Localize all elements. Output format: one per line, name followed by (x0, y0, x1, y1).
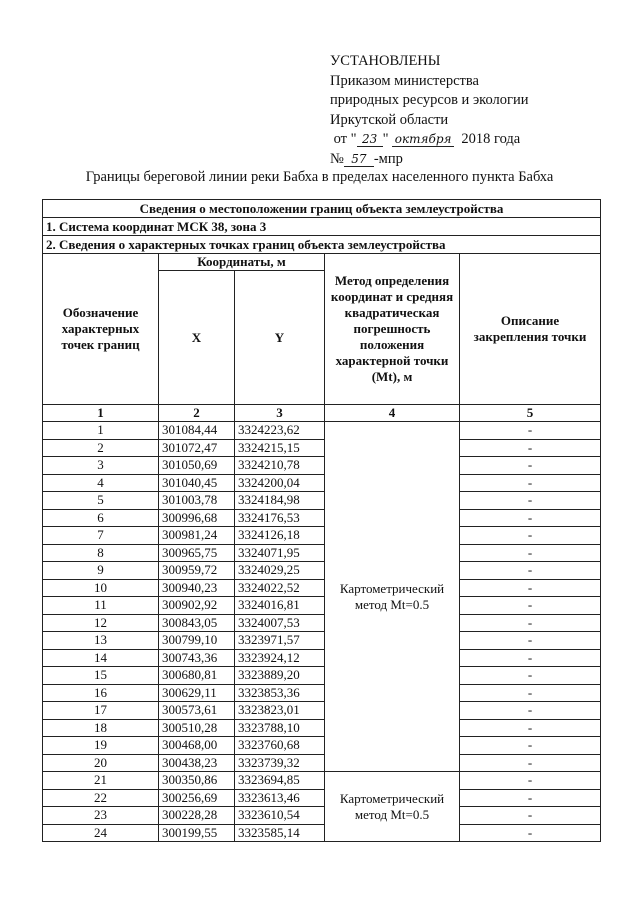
point-x: 300350,86 (159, 772, 235, 790)
point-number: 11 (43, 597, 159, 615)
point-y: 3324210,78 (235, 457, 325, 475)
point-x: 300438,23 (159, 754, 235, 772)
point-number: 22 (43, 789, 159, 807)
approval-heading: УСТАНОВЛЕНЫ (330, 53, 441, 69)
point-description: - (460, 702, 601, 720)
point-y: 3323694,85 (235, 772, 325, 790)
table-row (43, 702, 601, 720)
col-coords-header: Координаты, м (159, 254, 325, 271)
approval-block (330, 52, 580, 169)
point-y: 3324016,81 (235, 597, 325, 615)
point-number: 5 (43, 492, 159, 510)
table-row (43, 474, 601, 492)
point-description: - (460, 789, 601, 807)
point-x: 301072,47 (159, 439, 235, 457)
point-description: - (460, 422, 601, 440)
point-x: 300573,61 (159, 702, 235, 720)
point-number: 8 (43, 544, 159, 562)
point-number: 12 (43, 614, 159, 632)
column-header-row-1 (43, 254, 601, 271)
point-description: - (460, 597, 601, 615)
point-number: 4 (43, 474, 159, 492)
date-month-handwritten: октября (392, 132, 454, 147)
point-x: 300199,55 (159, 824, 235, 842)
point-number: 15 (43, 667, 159, 685)
point-x: 301003,78 (159, 492, 235, 510)
point-x: 300510,28 (159, 719, 235, 737)
point-x: 300940,23 (159, 579, 235, 597)
date-prefix: от " (333, 131, 357, 147)
point-y: 3323924,12 (235, 649, 325, 667)
point-x: 300902,92 (159, 597, 235, 615)
point-description: - (460, 457, 601, 475)
date-mid: " (382, 131, 389, 147)
point-y: 3324184,98 (235, 492, 325, 510)
table-row (43, 562, 601, 580)
col-x-header: X (159, 271, 235, 405)
point-number: 17 (43, 702, 159, 720)
point-description: - (460, 509, 601, 527)
table-row (43, 544, 601, 562)
method-cell: Картометрический метод Mt=0.5 (325, 772, 460, 842)
point-y: 3323889,20 (235, 667, 325, 685)
point-x: 300799,10 (159, 632, 235, 650)
point-number: 16 (43, 684, 159, 702)
date-year: 2018 года (461, 131, 521, 147)
point-number: 14 (43, 649, 159, 667)
point-x: 300996,68 (159, 509, 235, 527)
point-description: - (460, 719, 601, 737)
point-number: 19 (43, 737, 159, 755)
point-y: 3323823,01 (235, 702, 325, 720)
table-row (43, 684, 601, 702)
point-x: 300959,72 (159, 562, 235, 580)
point-number: 1 (43, 422, 159, 440)
point-y: 3324200,04 (235, 474, 325, 492)
points-info-row (43, 236, 601, 254)
point-x: 300680,81 (159, 667, 235, 685)
table-row (43, 632, 601, 650)
number-prefix: № (330, 150, 344, 167)
number-suffix: -мпр (373, 150, 403, 167)
point-x: 301050,69 (159, 457, 235, 475)
point-x: 301084,44 (159, 422, 235, 440)
number-handwritten: 57 (344, 152, 374, 167)
col-number: 4 (325, 405, 460, 422)
point-description: - (460, 544, 601, 562)
col-number: 5 (460, 405, 601, 422)
column-number-row (43, 405, 601, 422)
point-description: - (460, 492, 601, 510)
point-x: 300228,28 (159, 807, 235, 825)
points-info: 2. Сведения о характерных точках границ объекта землеустройства (43, 236, 601, 254)
point-number: 23 (43, 807, 159, 825)
col-method-header: Метод определения координат и средняя квадратическая погрешность положения характерной точки (Mt), м (325, 254, 460, 405)
point-y: 3323971,57 (235, 632, 325, 650)
approval-ministry-line: природных ресурсов и экологии (330, 92, 529, 108)
boundary-points-table (42, 199, 601, 842)
table-row (43, 597, 601, 615)
point-y: 3324215,15 (235, 439, 325, 457)
point-description: - (460, 684, 601, 702)
point-x: 300743,36 (159, 649, 235, 667)
point-x: 300843,05 (159, 614, 235, 632)
date-day-handwritten: 23 (357, 132, 383, 147)
point-number: 10 (43, 579, 159, 597)
point-description: - (460, 579, 601, 597)
col-number: 3 (235, 405, 325, 422)
point-y: 3323739,32 (235, 754, 325, 772)
section-title-row (43, 200, 601, 218)
col-y-header: Y (235, 271, 325, 405)
table-row (43, 579, 601, 597)
point-y: 3323760,68 (235, 737, 325, 755)
point-number: 21 (43, 772, 159, 790)
table-row (43, 719, 601, 737)
table-row (43, 789, 601, 807)
document-title: Границы береговой линии реки Бабха в пределах населенного пункта Бабха (85, 169, 554, 185)
point-y: 3324029,25 (235, 562, 325, 580)
table-row (43, 422, 601, 440)
point-x: 301040,45 (159, 474, 235, 492)
point-x: 300256,69 (159, 789, 235, 807)
point-y: 3324126,18 (235, 527, 325, 545)
table-row (43, 439, 601, 457)
point-y: 3323613,46 (235, 789, 325, 807)
col-designation-header: Обозначение характерных точек границ (43, 254, 159, 405)
table-row (43, 649, 601, 667)
col-number: 1 (43, 405, 159, 422)
point-description: - (460, 754, 601, 772)
point-description: - (460, 807, 601, 825)
table-row (43, 614, 601, 632)
point-number: 24 (43, 824, 159, 842)
point-description: - (460, 649, 601, 667)
point-x: 300981,24 (159, 527, 235, 545)
table-row (43, 737, 601, 755)
point-y: 3324022,52 (235, 579, 325, 597)
table-row (43, 754, 601, 772)
point-description: - (460, 737, 601, 755)
point-number: 3 (43, 457, 159, 475)
table-row (43, 492, 601, 510)
point-description: - (460, 772, 601, 790)
point-y: 3323610,54 (235, 807, 325, 825)
table-row (43, 457, 601, 475)
table-row (43, 509, 601, 527)
point-number: 6 (43, 509, 159, 527)
point-description: - (460, 614, 601, 632)
point-y: 3324007,53 (235, 614, 325, 632)
point-x: 300468,00 (159, 737, 235, 755)
point-number: 2 (43, 439, 159, 457)
point-description: - (460, 439, 601, 457)
point-y: 3323585,14 (235, 824, 325, 842)
point-description: - (460, 562, 601, 580)
coordinate-system: 1. Система координат МСК 38, зона 3 (43, 218, 601, 236)
point-number: 9 (43, 562, 159, 580)
approval-date-line (330, 130, 580, 150)
point-number: 7 (43, 527, 159, 545)
approval-number-line (330, 150, 580, 170)
point-description: - (460, 527, 601, 545)
point-number: 20 (43, 754, 159, 772)
point-description: - (460, 667, 601, 685)
point-description: - (460, 824, 601, 842)
point-y: 3324176,53 (235, 509, 325, 527)
approval-region-line: Иркутской области (330, 111, 449, 128)
point-description: - (460, 474, 601, 492)
point-y: 3324071,95 (235, 544, 325, 562)
col-number: 2 (159, 405, 235, 422)
method-cell: Картометрический метод Mt=0.5 (325, 422, 460, 772)
point-x: 300965,75 (159, 544, 235, 562)
section-title: Сведения о местоположении границ объекта землеустройства (43, 200, 601, 218)
point-y: 3323788,10 (235, 719, 325, 737)
table-row (43, 824, 601, 842)
table-row (43, 667, 601, 685)
point-x: 300629,11 (159, 684, 235, 702)
table-row (43, 527, 601, 545)
point-description: - (460, 632, 601, 650)
coordinate-system-row (43, 218, 601, 236)
table-row (43, 772, 601, 790)
approval-order-line: Приказом министерства (330, 72, 479, 89)
point-number: 13 (43, 632, 159, 650)
point-number: 18 (43, 719, 159, 737)
point-y: 3323853,36 (235, 684, 325, 702)
point-y: 3324223,62 (235, 422, 325, 440)
col-desc-header: Описание закрепления точки (460, 254, 601, 405)
table-row (43, 807, 601, 825)
